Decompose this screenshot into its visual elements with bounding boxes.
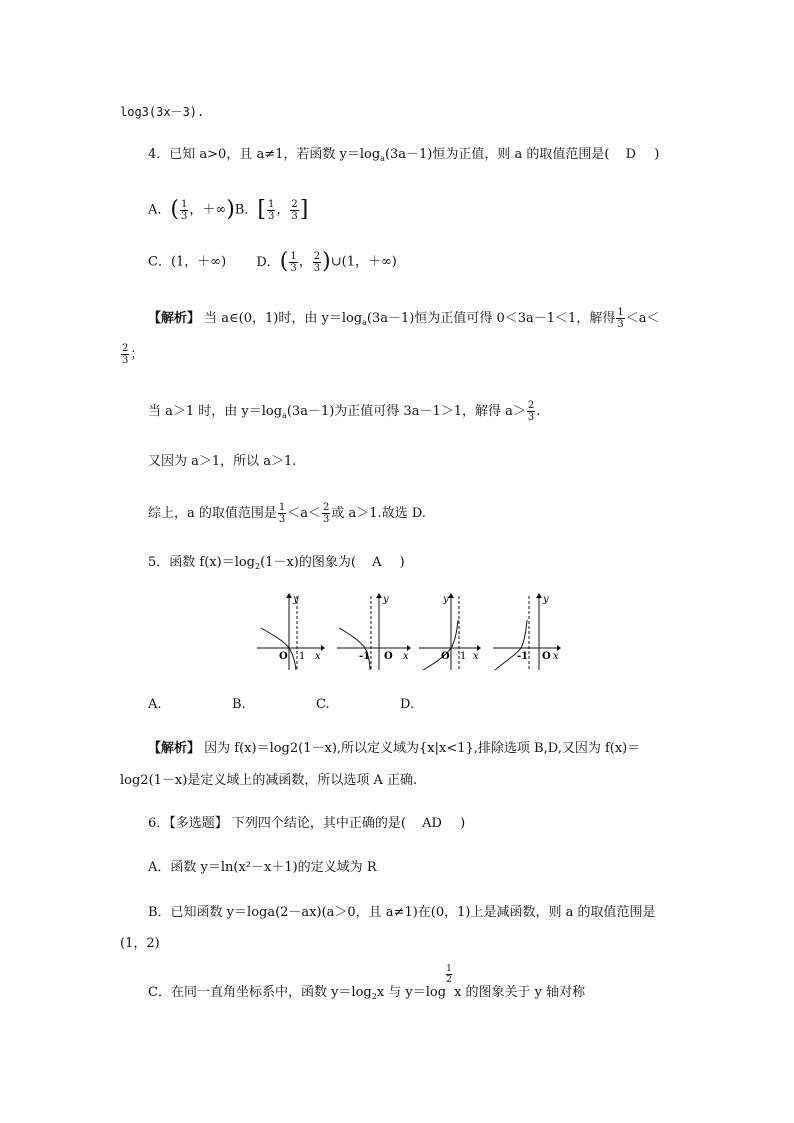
analysis-4-line-3: 又因为 a＞1，所以 a＞1. [148,454,297,469]
question-6-option-b-tail: (1，2) [120,936,160,951]
question-4-options-ab: A．( $\frac{1}{3}$ ，＋∞)B．[ $\frac{1}{3}$ ， $\frac{2}{3}$ ] [148,197,309,222]
question-4-options-cd: C．(1，＋∞) D．( $\frac{1}{3}$ ， $\frac{2}{3}$ )∪(1，＋∞) [148,249,397,274]
graph-c-origin-label: O [441,651,450,662]
graph-a-y-label: y [293,594,299,605]
graph-d [491,592,565,672]
question-6-option-c: C．在同一直角坐标系中，函数 $y=\log_2x$ 与 y＝log 1 2 x 的图象关于 y 轴对称 [148,964,586,1001]
analysis-4-line-4: 综上，a 的取值范围是 $\frac{1}{3}$ ＜a＜ $\frac{2}{3}$ 或 a＞1.故选 D. [148,502,426,525]
graph-options [255,592,565,672]
graph-d-y-label: y [543,594,549,605]
analysis-4-line-2: 当 a＞1 时，由 $y=\log_a(3a-1)$为正值可得 3a－1＞1，解得 a＞ $\frac{2}{3}$ . [148,400,541,423]
analysis-4-line-1-tail: $\frac{2}{3}$ ； [122,343,144,366]
graph-c [417,592,487,672]
question-6-answer: AD [422,816,442,831]
graph-b [335,592,415,672]
graph-d-neg1-label: -1 [517,651,529,662]
graph-b-x-label: x [403,651,409,662]
graph-label-a: A. [148,697,162,712]
graph-b-origin-label: O [384,651,393,662]
graph-d-origin-label: O [542,651,551,662]
analysis-4-line-1: 【解析】 当 a∈(0，1)时，由 $y=\log_a(3a-1)$恒为正值可得 0＜3a－1＜1，解得 $\frac{1}{3}$ ＜a＜ [148,307,660,330]
graph-d-x-label: x [553,651,559,662]
graph-a-origin-label: O [279,651,288,662]
graph-b-neg1-label: -1 [359,651,371,662]
graph-label-d: D. [400,697,415,712]
question-6-option-b: B．已知函数 y＝loga(2－ax)(a＞0，且 a≠1)在(0，1)上是减函数，则 a 的取值范围是 [148,905,656,920]
analysis-5-line-2: log2(1－x)是定义域上的减函数，所以选项 A 正确. [120,773,418,788]
question-5-stem: 5．函数 $f(x)=\log_2(1-x)$的图象为( A ) [148,555,405,571]
prev-answer-line: log3(3x－3). [120,105,205,119]
graph-label-c: C. [316,697,330,712]
question-4-stem: 4．已知 a>0，且 a≠1，若函数 $y=\log_a(3a-1)$恒为正值，则 a 的取值范围是( D ) [148,147,660,163]
graph-b-y-label: y [383,594,389,605]
graph-a-x-label: x [315,651,321,662]
question-6-option-a: A．函数 y＝ln(x²－x＋1)的定义域为 R [148,860,377,875]
graph-a [255,592,325,672]
graph-c-x-label: x [473,651,479,662]
analysis-5-line-1: 【解析】 因为 f(x)＝log2(1－x),所以定义域为{x|x<1},排除选项 B,D,又因为 f(x)＝ [148,741,641,756]
graph-c-one-label: 1 [460,651,467,662]
graph-a-one-label: 1 [299,651,306,662]
graph-label-b: B. [232,697,246,712]
question-6-stem: 6．【多选题】 下列四个结论，其中正确的是( AD ) [148,816,466,831]
question-5-answer: A [372,555,382,570]
graph-c-y-label: y [443,594,449,605]
question-4-answer: D [625,147,637,162]
